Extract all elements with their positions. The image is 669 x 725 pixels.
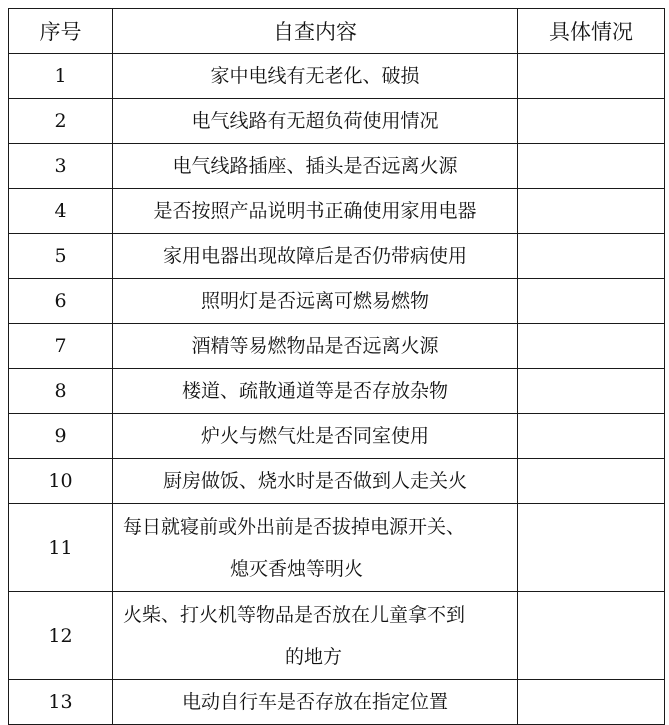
table-row (9, 369, 665, 414)
row-status-cell[interactable] (518, 459, 665, 504)
row-status-cell[interactable] (518, 279, 665, 324)
row-number: 1 (9, 54, 113, 99)
row-status-cell[interactable] (518, 324, 665, 369)
row-number: 9 (9, 414, 113, 459)
row-content: 炉火与燃气灶是否同室使用 (113, 414, 518, 459)
row-status-cell[interactable] (518, 144, 665, 189)
table-row (9, 680, 665, 725)
row-content-line-2: 的地方 (285, 645, 343, 668)
row-content-line-1: 火柴、打火机等物品是否放在儿童拿不到 (123, 603, 466, 626)
row-content: 电气线路有无超负荷使用情况 (113, 99, 518, 144)
row-content: 家用电器出现故障后是否仍带病使用 (113, 234, 518, 279)
row-number: 5 (9, 234, 113, 279)
row-number: 3 (9, 144, 113, 189)
row-content: 楼道、疏散通道等是否存放杂物 (113, 369, 518, 414)
row-content: 酒精等易燃物品是否远离火源 (113, 324, 518, 369)
table-row (9, 414, 665, 459)
table-row (9, 234, 665, 279)
row-content: 家中电线有无老化、破损 (113, 54, 518, 99)
row-status-cell[interactable] (518, 592, 665, 680)
table-row (9, 324, 665, 369)
table-row (9, 504, 665, 592)
row-status-cell[interactable] (518, 189, 665, 234)
row-content-line-1: 每日就寝前或外出前是否拔掉电源开关、 (123, 515, 466, 538)
row-number: 4 (9, 189, 113, 234)
self-inspection-table (8, 8, 665, 725)
row-content (113, 504, 518, 592)
row-number: 13 (9, 680, 113, 725)
table-row (9, 54, 665, 99)
row-content (113, 592, 518, 680)
row-status-cell[interactable] (518, 414, 665, 459)
table-row (9, 144, 665, 189)
row-number: 11 (9, 504, 113, 592)
row-number: 7 (9, 324, 113, 369)
table-row (9, 592, 665, 680)
row-number: 12 (9, 592, 113, 680)
row-number: 2 (9, 99, 113, 144)
table-header-row (9, 9, 665, 54)
row-number: 8 (9, 369, 113, 414)
row-status-cell[interactable] (518, 369, 665, 414)
row-status-cell[interactable] (518, 234, 665, 279)
row-content-line-2: 熄灭香烛等明火 (230, 557, 364, 580)
row-content: 照明灯是否远离可燃易燃物 (113, 279, 518, 324)
row-content: 电气线路插座、插头是否远离火源 (113, 144, 518, 189)
row-number: 6 (9, 279, 113, 324)
header-details: 具体情况 (518, 9, 665, 54)
header-serial-number: 序号 (9, 9, 113, 54)
row-content: 厨房做饭、烧水时是否做到人走关火 (113, 459, 518, 504)
table-row (9, 99, 665, 144)
table-row (9, 189, 665, 234)
row-status-cell[interactable] (518, 680, 665, 725)
row-status-cell[interactable] (518, 99, 665, 144)
header-inspection-content: 自查内容 (113, 9, 518, 54)
row-content: 电动自行车是否存放在指定位置 (113, 680, 518, 725)
table-row (9, 459, 665, 504)
row-number: 10 (9, 459, 113, 504)
table-row (9, 279, 665, 324)
row-status-cell[interactable] (518, 504, 665, 592)
row-content: 是否按照产品说明书正确使用家用电器 (113, 189, 518, 234)
row-status-cell[interactable] (518, 54, 665, 99)
